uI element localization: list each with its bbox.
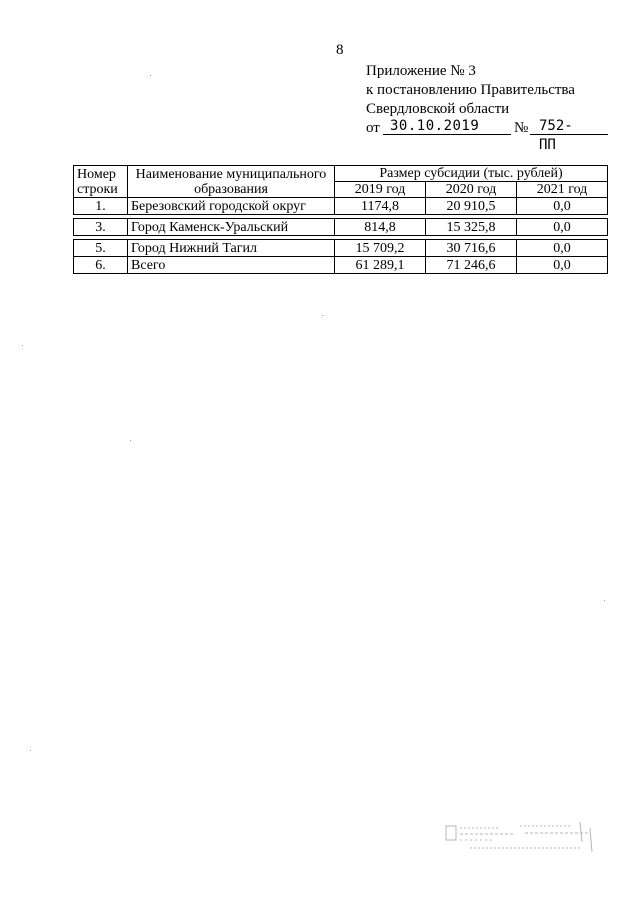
row-number: 6. (74, 257, 128, 274)
scan-stamp-mark (440, 818, 610, 858)
scan-speck (130, 440, 131, 441)
date-number-line (366, 118, 575, 153)
header-year-2020: 2020 год (426, 182, 517, 198)
row-value-2019: 814,8 (335, 219, 426, 236)
scan-speck (22, 345, 23, 346)
resolution-number: 752-ПП (539, 118, 573, 153)
row-number: 3. (74, 219, 128, 236)
row-municipality: Всего (128, 257, 335, 274)
row-value-2020: 71 246,6 (426, 257, 517, 274)
resolution-date: 30.10.2019 (390, 118, 480, 134)
table-row (74, 240, 608, 257)
appendix-region: Свердловской области (366, 101, 510, 117)
row-value-2020: 20 910,5 (426, 198, 517, 215)
appendix-header (366, 62, 575, 153)
table-row (74, 198, 608, 215)
row-value-2019: 61 289,1 (335, 257, 426, 274)
scan-speck (30, 750, 31, 751)
table-row (74, 219, 608, 236)
row-value-2020: 30 716,6 (426, 240, 517, 257)
page-number: 8 (336, 42, 344, 58)
row-municipality: Город Каменск-Уральский (128, 219, 335, 236)
table-row (74, 257, 608, 274)
row-number: 5. (74, 240, 128, 257)
scan-speck (150, 75, 151, 76)
row-value-2021: 0,0 (517, 240, 608, 257)
header-row-number: Номер строки (74, 166, 128, 198)
row-municipality: Березовский городской округ (128, 198, 335, 215)
row-number: 1. (74, 198, 128, 215)
appendix-title: Приложение № 3 (366, 63, 476, 79)
row-value-2019: 15 709,2 (335, 240, 426, 257)
scan-speck (604, 600, 605, 601)
date-prefix: от (366, 120, 380, 136)
row-value-2019: 1174,8 (335, 198, 426, 215)
header-subsidy-size: Размер субсидии (тыс. рублей) (335, 166, 608, 182)
row-value-2020: 15 325,8 (426, 219, 517, 236)
row-value-2021: 0,0 (517, 198, 608, 215)
row-municipality: Город Нижний Тагил (128, 240, 335, 257)
header-year-2021: 2021 год (517, 182, 608, 198)
number-label: № (514, 120, 529, 136)
scan-speck (322, 315, 323, 316)
appendix-resolution: к постановлению Правительства (366, 82, 575, 98)
header-municipality: Наименование муниципального образования (128, 166, 335, 198)
subsidy-table (73, 165, 608, 274)
header-year-2019: 2019 год (335, 182, 426, 198)
row-value-2021: 0,0 (517, 257, 608, 274)
row-value-2021: 0,0 (517, 219, 608, 236)
